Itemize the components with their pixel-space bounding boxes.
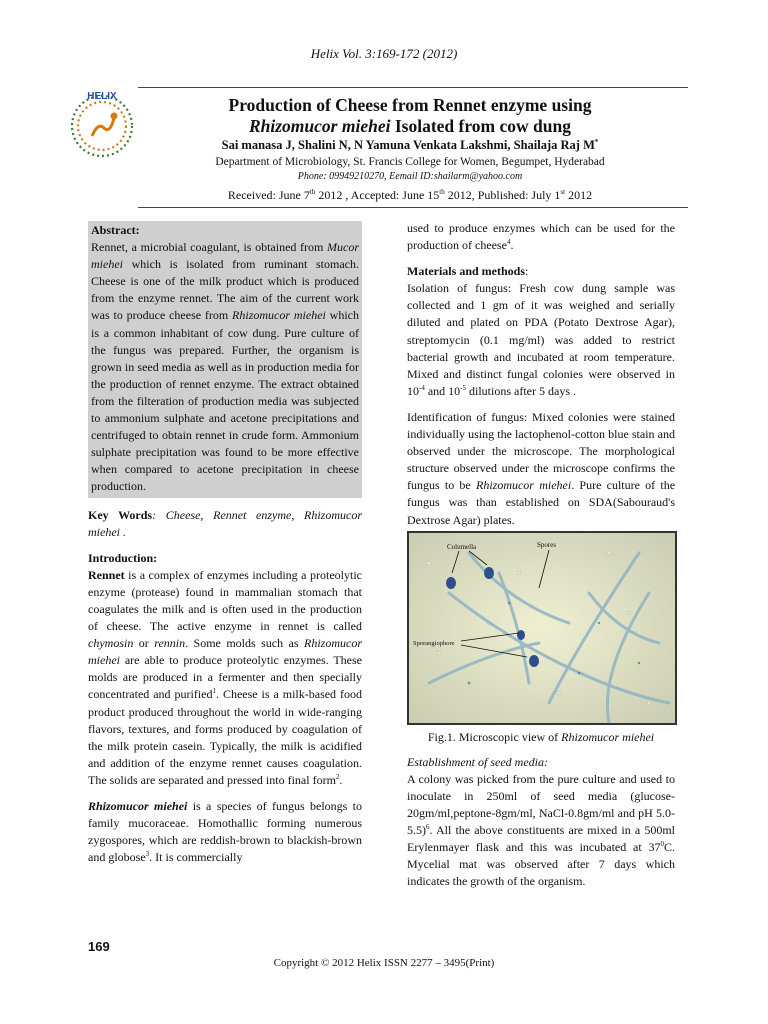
iso-text-1: Isolation of fungus: Fresh cow dung sample was collected and 1 gm of it was weighed and serially diluted and plated on PDA (Potato Dextrose Agar), streptomycin (0.1 mg/ml) was added to restrict bacterial growth and incubated at room temperature. Mixed and distinct fungal colonies were observed in 10: [407, 281, 675, 398]
intro-text-5: .: [339, 772, 343, 787]
seed-text-3: C. Mycelial mat was observed after 7 days which indicates the growth of the organism.: [407, 840, 675, 889]
dates-year: 2012: [565, 188, 593, 202]
published-date: 2012, Published: July 1: [444, 188, 561, 202]
right-column: [407, 220, 675, 899]
department: Department of Microbiology, St. Francis College for Women, Begumpet, Hyderabad: [215, 156, 605, 168]
figure-caption: [407, 729, 675, 746]
iso-text-3: dilutions after 5 days .: [466, 383, 576, 398]
page-number: 169: [88, 939, 110, 954]
received-date: Received: June 7: [227, 188, 310, 202]
continued-paragraph: [407, 220, 675, 254]
introduction-paragraph-1: [88, 567, 362, 789]
seed-text-2: . All the above constituents are mixed in a 500ml Erylenmayer flask and this was incubated at 37: [407, 823, 675, 855]
keywords-label: Key Words: [88, 507, 153, 522]
isolation-paragraph: [407, 280, 675, 400]
title-suffix: Isolated from cow dung: [390, 116, 571, 136]
abstract-organism-1: Mucor miehei: [91, 240, 359, 272]
ref-4: 4: [506, 238, 511, 247]
intro-or: or: [133, 636, 155, 651]
materials-heading-text: Materials and methods: [407, 264, 525, 279]
ref-1: 1: [212, 687, 216, 696]
iso-text-2: and 10: [424, 383, 461, 398]
intro-organism: Rhizomucor miehei: [88, 636, 362, 668]
abstract-text: [91, 239, 359, 495]
copyright-footer: Copyright © 2012 Helix ISSN 2277 – 3495(Print): [273, 957, 495, 969]
identification-paragraph: [407, 409, 675, 529]
intro-rennin: rennin: [154, 636, 186, 651]
abstract-organism-2: Rhizomucor miehei: [232, 308, 326, 323]
corresponding-mark: *: [594, 137, 599, 146]
seed-media-heading: Establishment of seed media:: [407, 754, 548, 769]
intro-text-7: . It is commercially: [149, 850, 243, 865]
caption-organism: Rhizomucor miehei: [561, 729, 655, 744]
microscope-image: [409, 533, 675, 723]
journal-header: Helix Vol. 3:169-172 (2012): [310, 46, 458, 61]
intro-chymosin: chymosin: [88, 636, 134, 651]
author-list: [140, 138, 680, 153]
authors-text: Sai manasa J, Shalini N, N Yamuna Venkata Lakshmi, Shailaja Raj M: [221, 138, 595, 152]
ref-2: 2: [335, 772, 340, 781]
accepted-date: 2012 , Accepted: June 15: [315, 188, 440, 202]
label-sporangiophore: Sporangiophore: [413, 639, 455, 647]
intro-rennet: Rennet: [88, 567, 125, 582]
seed-text-1: A colony was picked from the pure culture and used to inoculate in 250ml of seed media (glucose-20gm/ml,peptone-8gm/ml, NaCl-0.8gm/ml and pH 5.0-5.5): [407, 771, 675, 838]
contact-info: Phone: 09949210270, Eemail ID:shailarm@yahoo.com: [297, 171, 523, 182]
title-rule-top: [138, 87, 688, 88]
exp-1: -4: [419, 383, 425, 392]
published-sup: st: [560, 188, 566, 196]
materials-heading: [407, 263, 675, 280]
title-rule-bottom: [138, 207, 688, 208]
exp-2: -5: [460, 383, 467, 392]
ref-3: 3: [145, 850, 150, 859]
intro-text-4: . Cheese is a milk-based food product produced throughout the world in wide-ranging flavors, textures, and forms produced by coagulation of the milk protein casein. Typically, the milk is acidified and addition of the enzyme rennet causes coagulation. The solids are separated and pressed into final form: [88, 687, 362, 787]
ident-text-1: Identification of fungus: Mixed colonies were stained individually using the lactophenol-cotton blue stain and observed under the microscope. The morphological structure observed under the microscope confirms the fungus to be: [407, 409, 675, 493]
intro-text-1: is a complex of enzymes including a proteolytic enzyme (protease) found in mammalian stomach that coagulates the milk and is often used in the production of cheese. The active enzyme in rennet is called: [88, 567, 362, 634]
keywords: [88, 507, 362, 541]
degree-sup: 0: [660, 840, 664, 849]
title-organism: Rhizomucor miehei: [248, 116, 391, 136]
intro-text-6: is a species of fungus belongs to family mucoraceae. Homothallic forming numerous zygospores, which are reddish-brown to blackish-brown and globose: [88, 799, 363, 865]
abstract-part-3: which is a common inhabitant of cow dung. Pure culture of the fungus was prepared. Further, the organism is grown in seed media as well as in production media for the production of rennet enzyme. The extract obtained from the filteration of production media was subjected to ammonium sulphate and acetone precipitations and centrifuged to obtain rennet in crude form. Ammonium sulphate precipitation was found to be more effective when compared to acetone precipitation in cheese production.: [91, 308, 360, 494]
label-columella: Columella: [447, 542, 477, 551]
helix-logo: [62, 84, 142, 164]
title-line-1: Production of Cheese from Rennet enzyme using: [228, 95, 592, 115]
left-column: [88, 221, 362, 875]
materials-colon: :: [525, 264, 529, 279]
intro-text-3: are able to produce proteolytic enzymes. These molds are produced in a fermenter and then specially concentrated and purified: [88, 653, 362, 702]
accepted-sup: th: [439, 188, 445, 196]
paper-title: [140, 95, 680, 137]
received-sup: th: [309, 188, 316, 196]
intro-text-2: . Some molds such as: [185, 636, 304, 651]
abstract-part-1: Rennet, a microbial coagulant, is obtained from: [91, 240, 327, 255]
introduction-heading: Introduction:: [88, 550, 158, 565]
abstract-part-2: which is isolated from ruminant stomach. Cheese is one of the milk product which is produced from the enzyme rennet. The aim of the current work was to produce cheese from: [91, 257, 359, 323]
seed-media-paragraph: [407, 771, 675, 891]
publication-dates: [140, 188, 680, 203]
intro-organism-2: Rhizomucor miehei: [88, 799, 188, 813]
label-spores: Spores: [537, 540, 557, 549]
ident-text-2: . Pure culture of the fungus was than established on SDA(Sabouraud's Dextrose Agar) plates.: [407, 478, 676, 527]
svg-text:HELIX: HELIX: [87, 91, 117, 102]
cont-end: .: [510, 238, 514, 253]
ident-organism: Rhizomucor miehei: [475, 478, 572, 493]
microscope-figure: [407, 531, 677, 725]
abstract-heading: Abstract:: [91, 223, 140, 237]
caption-text: Fig.1. Microscopic view of: [427, 729, 562, 744]
ref-6: 6: [426, 823, 430, 832]
keywords-text: : Cheese, Rennet enzyme, Rhizomucor miehei .: [88, 507, 362, 539]
abstract-box: [88, 221, 362, 498]
introduction-paragraph-2: [88, 798, 362, 866]
cont-text: used to produce enzymes which can be used for the production of cheese: [407, 221, 675, 253]
title-line-2: [140, 116, 680, 137]
